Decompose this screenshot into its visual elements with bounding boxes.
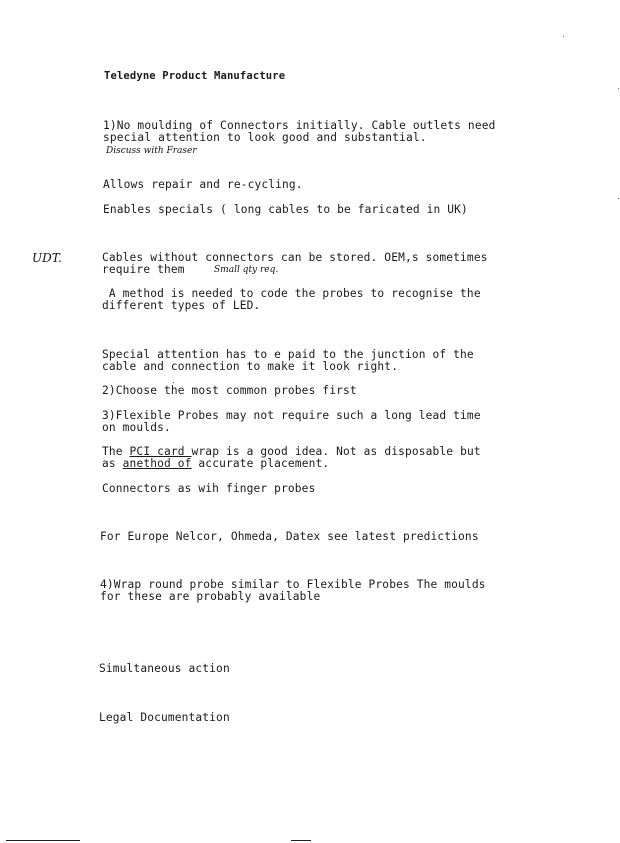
paragraph-9-text-b: wrap is a good idea. Not as disposable but	[191, 445, 481, 458]
paragraph-9-text-d: accurate placement.	[191, 457, 330, 470]
paragraph-9-text-a: The	[102, 445, 130, 458]
paragraph-9-line-2	[102, 458, 329, 470]
paragraph-13: Simultaneous action	[99, 662, 230, 675]
paragraph-7: 2)Choose the most common probes first	[102, 384, 357, 397]
handwritten-margin-note: UDT.	[32, 251, 62, 265]
paragraph-9-text-c: as	[102, 457, 123, 470]
paragraph-12-line-1: 4)Wrap round probe similar to Flexible Probes The moulds	[100, 578, 486, 591]
paragraph-1-line-2: special attention to look good and substantial.	[103, 131, 427, 144]
paragraph-11: For Europe Nelcor, Ohmeda, Datex see latest predictions	[100, 530, 479, 543]
paragraph-5-line-2: different types of LED.	[102, 299, 261, 312]
handwritten-note-qty: Small qty req.	[214, 265, 279, 275]
paragraph-8-line-1: 3)Flexible Probes may not require such a long lead time	[102, 409, 481, 422]
paragraph-4-line-2: require them	[102, 263, 185, 276]
document-title: Teledyne Product Manufacture	[104, 70, 286, 82]
paragraph-3: Enables specials ( long cables to be faricated in UK)	[103, 203, 468, 216]
paragraph-4-line-1: Cables without connectors can be stored. OEM,s sometimes	[102, 251, 488, 264]
paragraph-6-line-1: Special attention has to e paid to the junction of the	[102, 348, 474, 361]
scan-speck	[618, 198, 619, 199]
handwritten-note-discuss: Discuss with Fraser	[106, 146, 197, 156]
paragraph-10: Connectors as wih finger probes	[102, 482, 316, 495]
footer-rule-left	[6, 840, 80, 841]
paragraph-9-underlined-b: anethod of	[122, 457, 192, 470]
paragraph-1-line-1: 1)No moulding of Connectors initially. Cable outlets need	[103, 119, 496, 132]
scan-speck	[618, 88, 619, 89]
scan-speck	[563, 36, 564, 37]
scan-speck	[173, 382, 174, 383]
paragraph-12-line-2: for these are probably available	[100, 590, 321, 603]
paragraph-5-line-1: A method is needed to code the probes to recognise the	[102, 287, 481, 300]
paragraph-6-line-2: cable and connection to make it look right.	[102, 360, 399, 373]
paragraph-9-underlined-a: PCI card	[129, 445, 192, 458]
footer-rule-center	[291, 840, 311, 841]
paragraph-2: Allows repair and re-cycling.	[103, 178, 303, 191]
paragraph-8-line-2: on moulds.	[102, 421, 171, 434]
paragraph-14: Legal Documentation	[99, 711, 230, 724]
